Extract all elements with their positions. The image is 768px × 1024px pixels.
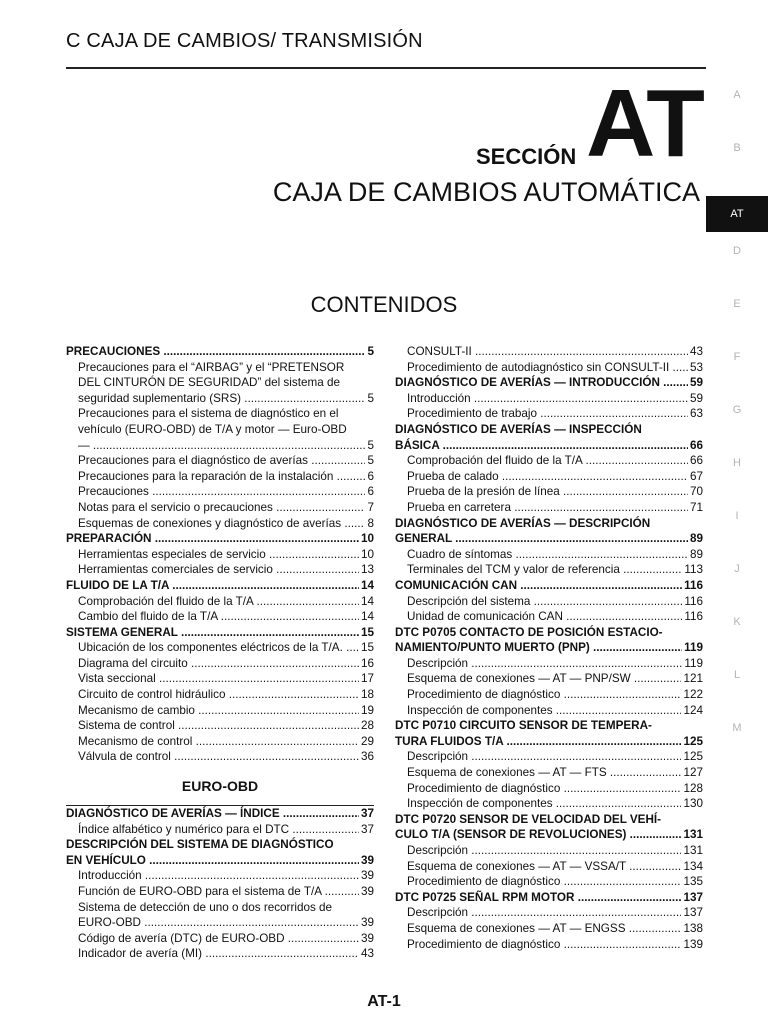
toc-page-number: 89 bbox=[689, 547, 703, 561]
toc-section-entry[interactable] bbox=[395, 438, 703, 454]
toc-entry[interactable] bbox=[395, 547, 703, 563]
toc-entry-title: Esquema de conexiones — AT — FTS ..... bbox=[407, 765, 681, 781]
toc-section-entry[interactable] bbox=[395, 375, 703, 391]
toc-entry-title: TURA FLUIDOS T/A ..... bbox=[395, 734, 681, 750]
toc-entry[interactable] bbox=[395, 500, 703, 516]
toc-entry-title: Descripción del sistema ..... bbox=[407, 594, 682, 610]
toc-page-number: 139 bbox=[683, 937, 703, 951]
side-index-tab-j[interactable]: J bbox=[734, 563, 740, 575]
toc-page-number: 121 bbox=[683, 672, 703, 686]
toc-page-number: 43 bbox=[689, 345, 703, 358]
toc-page-number: 122 bbox=[683, 688, 703, 702]
side-index bbox=[706, 84, 768, 770]
toc-entry-title: Prueba en carretera ..... bbox=[407, 500, 688, 516]
toc-page-number: 119 bbox=[684, 641, 703, 655]
toc-entry-title: — ..... bbox=[78, 438, 365, 454]
toc-page-number: 67 bbox=[689, 469, 703, 483]
toc-page-number: 7 bbox=[367, 500, 374, 514]
toc-page-number: 13 bbox=[360, 563, 374, 577]
toc-entry-title: FLUIDO DE LA T/A ..... bbox=[66, 578, 359, 594]
toc-entry-title: Mecanismo de control ..... bbox=[78, 734, 359, 750]
side-index-tab-a[interactable]: A bbox=[733, 89, 741, 101]
toc-entry-title: Vista seccional ..... bbox=[78, 671, 359, 687]
toc-page-number: 134 bbox=[683, 859, 703, 873]
toc-page-number: 70 bbox=[689, 485, 703, 499]
toc-entry-title: Índice alfabético y numérico para el DTC ..... bbox=[78, 822, 359, 838]
toc-entry[interactable] bbox=[66, 749, 374, 765]
toc-entry-title: NAMIENTO/PUNTO MUERTO (PNP) ..... bbox=[395, 640, 682, 656]
toc-page-number: 17 bbox=[360, 672, 374, 686]
toc-page-number: 125 bbox=[683, 734, 703, 748]
toc-entry-line: Sistema de detección de uno o dos recorridos de bbox=[78, 900, 333, 914]
toc-page-number: 39 bbox=[360, 885, 374, 898]
toc-entry[interactable] bbox=[66, 671, 374, 687]
toc-page-number: 16 bbox=[360, 656, 374, 670]
toc-page-number: 28 bbox=[360, 719, 374, 733]
toc-entry-title: Procedimiento de trabajo ..... bbox=[407, 406, 688, 422]
toc-entry-title: Introducción ..... bbox=[78, 868, 359, 884]
toc-entry[interactable] bbox=[395, 406, 703, 422]
toc-entry-title: Procedimiento de diagnóstico ..... bbox=[407, 937, 681, 953]
toc-entry-title: Precauciones para la reparación de la instalación ..... bbox=[78, 469, 365, 485]
toc-entry[interactable] bbox=[66, 703, 374, 719]
toc-right-column bbox=[395, 344, 703, 952]
side-index-tab-m[interactable]: M bbox=[732, 722, 742, 734]
toc-entry-title: Herramientas comerciales de servicio ..... bbox=[78, 562, 359, 578]
toc-entry[interactable] bbox=[66, 822, 374, 838]
toc-page-number: 119 bbox=[684, 656, 703, 670]
side-index-tab-e[interactable]: E bbox=[733, 298, 741, 310]
toc-entry[interactable] bbox=[395, 703, 703, 719]
toc-entry[interactable] bbox=[395, 453, 703, 469]
toc-entry-title: seguridad suplementario (SRS) ..... bbox=[78, 391, 365, 407]
toc-entry-title: Esquema de conexiones — AT — VSSA/T ..... bbox=[407, 859, 681, 875]
toc-page-number: 37 bbox=[360, 807, 374, 821]
toc-section-entry[interactable] bbox=[395, 827, 703, 843]
toc-page-number: 59 bbox=[689, 391, 703, 405]
page-number: AT-1 bbox=[367, 993, 401, 1010]
toc-entry-title: DTC P0725 SEÑAL RPM MOTOR ..... bbox=[395, 890, 681, 906]
side-index-tab-at[interactable]: AT bbox=[706, 196, 768, 232]
toc-entry-title: Notas para el servicio o precauciones ..... bbox=[78, 500, 365, 516]
toc-page-number: 89 bbox=[689, 532, 703, 546]
toc-page-number: 15 bbox=[360, 625, 374, 639]
toc-entry[interactable] bbox=[66, 484, 374, 500]
toc-entry-title: Unidad de comunicación CAN ..... bbox=[407, 609, 682, 625]
toc-page-number: 137 bbox=[683, 890, 703, 904]
toc-left-column bbox=[66, 344, 374, 962]
toc-entry[interactable] bbox=[66, 687, 374, 703]
toc-entry-title: Introducción ..... bbox=[407, 391, 688, 407]
toc-entry-title: PRECAUCIONES ..... bbox=[66, 344, 365, 360]
toc-entry-line: DIAGNÓSTICO DE AVERÍAS — INSPECCIÓN bbox=[395, 422, 642, 436]
toc-page-number: 63 bbox=[689, 407, 703, 421]
toc-entry-title: Precauciones ..... bbox=[78, 484, 365, 500]
toc-entry-title: Esquema de conexiones — AT — PNP/SW ..... bbox=[407, 671, 681, 687]
toc-entry-title: Comprobación del fluido de la T/A ..... bbox=[78, 594, 359, 610]
toc-entry[interactable] bbox=[66, 868, 374, 884]
toc-page-number: 14 bbox=[360, 578, 374, 592]
contents-heading: CONTENIDOS bbox=[310, 292, 458, 317]
toc-entry-title: CONSULT-II ..... bbox=[407, 344, 688, 360]
toc-entry[interactable] bbox=[66, 718, 374, 734]
toc-page-number: 19 bbox=[360, 703, 374, 717]
toc-entry[interactable] bbox=[395, 609, 703, 625]
toc-entry[interactable] bbox=[395, 469, 703, 485]
toc-page-number: 37 bbox=[360, 822, 374, 836]
toc-entry-title: Código de avería (DTC) de EURO-OBD ..... bbox=[78, 931, 359, 947]
toc-entry[interactable] bbox=[395, 671, 703, 687]
toc-entry-title: GENERAL ..... bbox=[395, 531, 688, 547]
toc-page-number: 131 bbox=[683, 844, 703, 857]
toc-page-number: 39 bbox=[360, 916, 374, 930]
toc-entry-line: DEL CINTURÓN DE SEGURIDAD” del sistema de bbox=[78, 376, 340, 390]
toc-entry[interactable] bbox=[66, 469, 374, 485]
toc-page-number: 135 bbox=[683, 875, 703, 889]
side-index-tab-d[interactable]: D bbox=[733, 245, 741, 257]
toc-page-number: 138 bbox=[683, 921, 703, 935]
toc-section-entry[interactable] bbox=[395, 890, 703, 906]
side-index-tab-h[interactable]: H bbox=[733, 457, 741, 469]
toc-entry-line: DTC P0705 CONTACTO DE POSICIÓN ESTACIO- bbox=[395, 625, 663, 639]
toc-page-number: 5 bbox=[367, 345, 374, 358]
toc-entry-line: Precauciones para el sistema de diagnóstico en el bbox=[78, 407, 339, 421]
toc-entry-title: Precauciones para el diagnóstico de averías ..... bbox=[78, 453, 365, 469]
toc-entry-title: Función de EURO-OBD para el sistema de T/A ..... bbox=[78, 884, 359, 900]
toc-entry-title: Descripción ..... bbox=[407, 843, 681, 859]
side-index-tab-k[interactable]: K bbox=[733, 616, 741, 628]
toc-entry[interactable] bbox=[395, 859, 703, 875]
toc-section-entry[interactable] bbox=[395, 734, 703, 750]
toc-entry-title: Diagrama del circuito ..... bbox=[78, 656, 359, 672]
toc-page-number: 116 bbox=[684, 610, 703, 624]
toc-entry[interactable] bbox=[395, 937, 703, 953]
toc-entry-title: Esquema de conexiones — AT — ENGSS ..... bbox=[407, 921, 681, 937]
toc-page-number: 10 bbox=[360, 547, 374, 561]
toc-page-number: 43 bbox=[360, 947, 374, 961]
toc-entry[interactable] bbox=[66, 640, 374, 656]
toc-page-number: 14 bbox=[360, 610, 374, 624]
toc-page-number: 137 bbox=[683, 906, 703, 920]
toc-page-number: 131 bbox=[683, 828, 703, 842]
toc-entry[interactable] bbox=[395, 360, 703, 376]
toc-entry[interactable] bbox=[66, 656, 374, 672]
toc-page-number: 8 bbox=[367, 516, 374, 530]
toc-page-number: 124 bbox=[683, 703, 703, 717]
toc-entry-title: Descripción ..... bbox=[407, 749, 681, 765]
toc-section-entry[interactable] bbox=[66, 806, 374, 822]
toc-entry-title: Mecanismo de cambio ..... bbox=[78, 703, 359, 719]
toc-entry[interactable] bbox=[395, 765, 703, 781]
toc-entry-title: Procedimiento de diagnóstico ..... bbox=[407, 874, 681, 890]
toc-entry[interactable] bbox=[66, 915, 374, 931]
toc-entry-title: DIAGNÓSTICO DE AVERÍAS — INTRODUCCIÓN ..... bbox=[395, 375, 688, 391]
toc-entry[interactable] bbox=[66, 500, 374, 516]
toc-entry-title: Inspección de componentes ..... bbox=[407, 796, 681, 812]
toc-entry-title: Terminales del TCM y valor de referencia ..... bbox=[407, 562, 682, 578]
toc-entry-title: Esquemas de conexiones y diagnóstico de averías ..... bbox=[78, 516, 365, 532]
toc-entry-title: COMUNICACIÓN CAN ..... bbox=[395, 578, 682, 594]
toc-page-number: 29 bbox=[360, 734, 374, 748]
toc-entry-title: Procedimiento de autodiagnóstico sin CONSULT-II ..... bbox=[407, 360, 688, 376]
toc-entry-line: DIAGNÓSTICO DE AVERÍAS — DESCRIPCIÓN bbox=[395, 516, 651, 530]
toc-entry[interactable] bbox=[66, 438, 374, 454]
toc-section-entry[interactable] bbox=[66, 344, 374, 360]
toc-page-number: 125 bbox=[683, 750, 703, 764]
toc-entry[interactable] bbox=[395, 656, 703, 672]
toc-entry[interactable] bbox=[66, 609, 374, 625]
toc-entry[interactable] bbox=[395, 796, 703, 812]
toc-page-number: 127 bbox=[683, 766, 703, 780]
toc-entry-line: DTC P0720 SENSOR DE VELOCIDAD DEL VEHÍ- bbox=[395, 812, 662, 826]
toc-entry-title: Inspección de componentes ..... bbox=[407, 703, 681, 719]
toc-page-number: 130 bbox=[683, 797, 703, 811]
toc-page-number: 53 bbox=[689, 360, 703, 374]
toc-entry-title: Procedimiento de diagnóstico ..... bbox=[407, 781, 681, 797]
header-rule bbox=[66, 67, 706, 69]
toc-page-number: 71 bbox=[689, 500, 703, 514]
toc-entry[interactable] bbox=[66, 516, 374, 532]
toc-page-number: 36 bbox=[360, 750, 374, 764]
toc-entry-title: SISTEMA GENERAL ..... bbox=[66, 625, 359, 641]
toc-entry-title: Válvula de control ..... bbox=[78, 749, 359, 765]
toc-entry-title: Procedimiento de diagnóstico ..... bbox=[407, 687, 681, 703]
toc-entry-title: EN VEHÍCULO ..... bbox=[66, 853, 359, 869]
toc-entry[interactable] bbox=[395, 484, 703, 500]
toc-entry-title: Cambio del fluido de la T/A ..... bbox=[78, 609, 359, 625]
toc-page-number: 128 bbox=[683, 781, 703, 795]
toc-section-entry[interactable] bbox=[66, 625, 374, 641]
toc-entry[interactable] bbox=[395, 843, 703, 859]
toc-entry-title: Prueba de calado ..... bbox=[407, 469, 688, 485]
toc-entry[interactable] bbox=[66, 946, 374, 962]
toc-entry[interactable] bbox=[395, 562, 703, 578]
toc-entry[interactable] bbox=[395, 749, 703, 765]
toc-page-number: 5 bbox=[367, 438, 374, 452]
toc-entry-title: Circuito de control hidráulico ..... bbox=[78, 687, 359, 703]
toc-section-entry[interactable] bbox=[66, 853, 374, 869]
toc-entry[interactable] bbox=[66, 931, 374, 947]
side-index-tab-b[interactable]: B bbox=[733, 142, 741, 154]
chapter-header: C CAJA DE CAMBIOS/ TRANSMISIÓN bbox=[66, 30, 423, 52]
toc-entry-title: PREPARACIÓN ..... bbox=[66, 531, 359, 547]
toc-page-number: 6 bbox=[367, 485, 374, 499]
toc-entry[interactable] bbox=[395, 905, 703, 921]
toc-entry-title: BÁSICA ..... bbox=[395, 438, 688, 454]
toc-section-entry[interactable] bbox=[66, 531, 374, 547]
toc-page-number: 113 bbox=[684, 563, 703, 577]
toc-entry-title: DIAGNÓSTICO DE AVERÍAS — ÍNDICE ..... bbox=[66, 806, 359, 822]
toc-entry[interactable] bbox=[395, 874, 703, 890]
side-index-tab-g[interactable]: G bbox=[732, 404, 742, 416]
toc-entry-title: Descripción ..... bbox=[407, 656, 682, 672]
toc-page-number: 39 bbox=[360, 869, 374, 883]
toc-entry[interactable] bbox=[395, 687, 703, 703]
side-index-tab-l[interactable]: L bbox=[733, 669, 741, 681]
toc-entry[interactable] bbox=[395, 781, 703, 797]
toc-section-entry[interactable] bbox=[395, 531, 703, 547]
toc-entry[interactable] bbox=[66, 594, 374, 610]
toc-page-number: 14 bbox=[360, 594, 374, 608]
toc-entry-line: DESCRIPCIÓN DEL SISTEMA DE DIAGNÓSTICO bbox=[66, 838, 334, 852]
toc-page-number: 5 bbox=[367, 454, 374, 468]
toc-entry-title: Comprobación del fluido de la T/A ..... bbox=[407, 453, 688, 469]
toc-page-number: 66 bbox=[689, 438, 703, 452]
toc-page-number: 39 bbox=[360, 931, 374, 945]
toc-page-number: 66 bbox=[689, 454, 703, 468]
toc-page-number: 10 bbox=[360, 532, 374, 546]
toc-entry[interactable] bbox=[395, 391, 703, 407]
section-word: SECCIÓN bbox=[476, 144, 577, 169]
side-index-tab-i[interactable]: I bbox=[735, 510, 739, 522]
toc-page-number: 6 bbox=[367, 469, 374, 483]
toc-entry-title: Sistema de control ..... bbox=[78, 718, 359, 734]
toc-page-number: 59 bbox=[689, 376, 703, 390]
section-title: CAJA DE CAMBIOS AUTOMÁTICA bbox=[272, 177, 700, 207]
toc-page-number: 116 bbox=[684, 594, 703, 608]
toc-page-number: 15 bbox=[360, 641, 374, 655]
toc-section-entry[interactable] bbox=[395, 578, 703, 594]
toc-entry[interactable] bbox=[66, 562, 374, 578]
toc-entry[interactable] bbox=[66, 391, 374, 407]
toc-entry[interactable] bbox=[395, 594, 703, 610]
toc-entry[interactable] bbox=[66, 547, 374, 563]
section-code: AT bbox=[586, 70, 703, 177]
toc-entry[interactable] bbox=[66, 453, 374, 469]
toc-entry[interactable] bbox=[66, 884, 374, 900]
toc-section-entry[interactable] bbox=[66, 578, 374, 594]
toc-entry-title: Ubicación de los componentes eléctricos de la T/A. ..... bbox=[78, 640, 359, 656]
toc-entry-line: DTC P0710 CIRCUITO SENSOR DE TEMPERA- bbox=[395, 719, 652, 733]
side-index-tab-f[interactable]: F bbox=[733, 351, 741, 363]
toc-entry-title: EURO-OBD ..... bbox=[78, 915, 359, 931]
euro-obd-heading: EURO-OBD bbox=[181, 778, 259, 795]
toc-entry-line: vehículo (EURO-OBD) de T/A y motor — Euro-OBD bbox=[78, 422, 347, 436]
toc-entry[interactable] bbox=[395, 921, 703, 937]
toc-entry[interactable] bbox=[395, 344, 703, 360]
toc-page-number: 39 bbox=[360, 853, 374, 867]
toc-entry[interactable] bbox=[66, 734, 374, 750]
toc-entry-title: CULO T/A (SENSOR DE REVOLUCIONES) ..... bbox=[395, 827, 681, 843]
toc-section-entry[interactable] bbox=[395, 640, 703, 656]
toc-entry-title: Descripción ..... bbox=[407, 905, 681, 921]
toc-entry-title: Indicador de avería (MI) ..... bbox=[78, 946, 359, 962]
toc-page-number: 116 bbox=[684, 578, 703, 592]
toc-page-number: 5 bbox=[367, 391, 374, 405]
toc-entry-title: Herramientas especiales de servicio ..... bbox=[78, 547, 359, 563]
toc-entry-title: Prueba de la presión de línea ..... bbox=[407, 484, 688, 500]
toc-entry-title: Cuadro de síntomas ..... bbox=[407, 547, 688, 563]
toc-entry-line: Precauciones para el “AIRBAG” y el “PRETENSOR bbox=[78, 360, 345, 374]
toc-page-number: 18 bbox=[360, 688, 374, 702]
